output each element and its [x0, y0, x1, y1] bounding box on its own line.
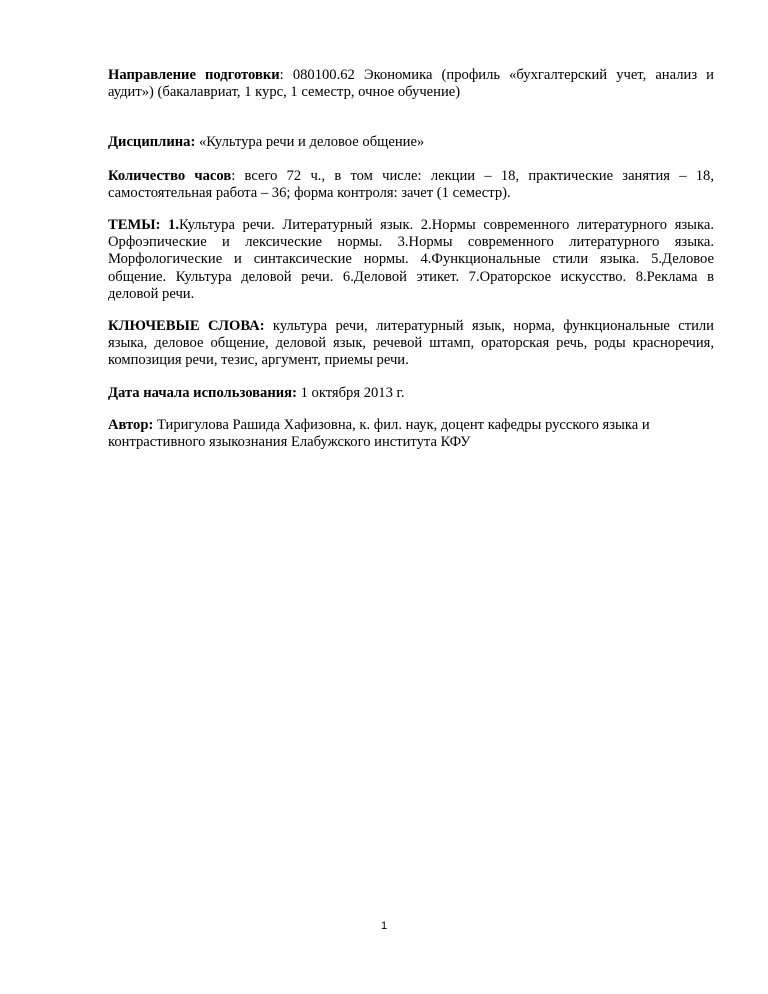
author-text: Тиригулова Рашида Хафизовна, к. фил. наук, доцент кафедры русского языка и контрастивного языкознания Елабужского института КФУ	[108, 416, 650, 451]
start-date-label: Дата начала использования:	[108, 384, 297, 401]
topics-text: Культура речи. Литературный язык. 2.Нормы современного литературного языка. Орфоэпические и лексические нормы. 3.Нормы современного литературного языка. Морфологические и синтаксические нормы. 4.Функциональные стили языка. 5.Деловое общение. Культура деловой речи. 6.Деловой этикет. 7.Ораторское искусство. 8.Реклама в деловой речи.	[108, 217, 714, 302]
discipline-label: Дисциплина:	[108, 134, 196, 151]
page-number: 1	[380, 920, 388, 932]
direction-label: Направление подготовки	[108, 67, 280, 83]
keywords-text: культура речи, литературный язык, норма, функциональные стили языка, деловое общение, деловой язык, речевой штамп, ораторская речь, роды красноречия, композиция речи, тезис, аргумент, приемы речи.	[108, 318, 714, 369]
hours-paragraph	[108, 168, 714, 202]
hours-text: : всего 72 ч., в том числе: лекции – 18, практические занятия – 18, самостоятельная работа – 36; форма контроля: зачет (1 семестр).	[108, 167, 714, 201]
hours-label: Количество часов	[108, 167, 232, 184]
discipline-paragraph	[108, 134, 714, 151]
direction-text: : 080100.62 Экономика (профиль «бухгалтерский учет, анализ и аудит») (бакалавриат, 1 курс, 1 семестр, очное обучение)	[108, 67, 714, 101]
start-date-text: 1 октября 2013 г.	[296, 384, 405, 401]
topics-paragraph	[108, 217, 714, 303]
author-label: Автор:	[108, 416, 154, 433]
topics-label: ТЕМЫ: 1.	[108, 217, 179, 234]
document-body	[108, 67, 714, 451]
author-paragraph	[108, 417, 714, 451]
keywords-paragraph	[108, 318, 714, 370]
discipline-text: «Культура речи и деловое общение»	[195, 134, 425, 151]
keywords-label: КЛЮЧЕВЫЕ СЛОВА:	[108, 318, 265, 335]
direction-paragraph	[108, 67, 714, 101]
start-date-paragraph	[108, 385, 714, 402]
